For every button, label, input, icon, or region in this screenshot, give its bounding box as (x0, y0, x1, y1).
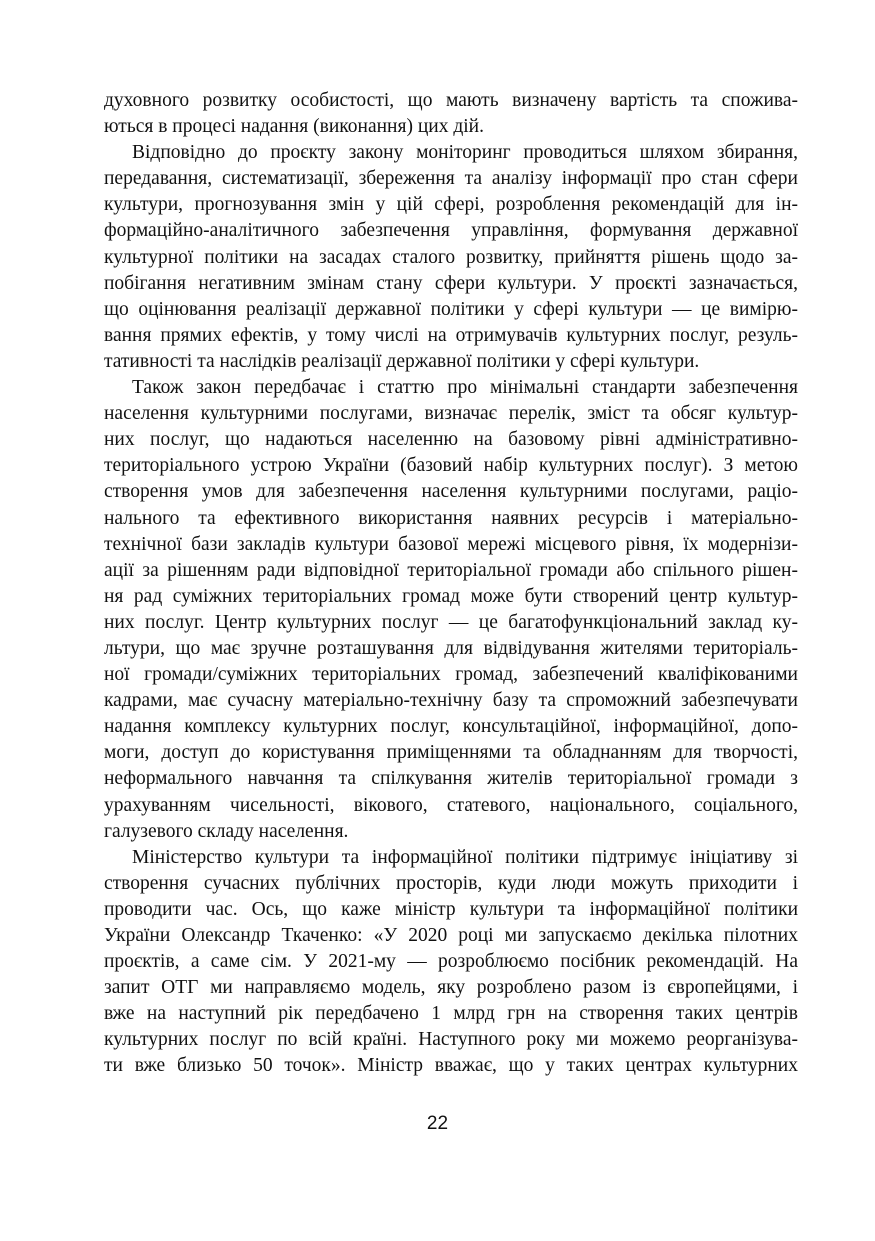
text-line: технічної бази закладів культури базової мережі місцевого рівня, їх модернізи- (104, 533, 798, 555)
text-line: ти вже близько 50 точок». Міністр вважає, що у таких центрах культурних (104, 1055, 798, 1077)
text-line: проєктів, а саме сім. У 2021-му — розроблюємо посібник рекомендацій. На (104, 951, 798, 973)
paragraph (104, 88, 798, 140)
text-line: населення культурними послугами, визначає перелік, зміст та обсяг культур- (104, 403, 798, 425)
text-line: Також закон передбачає і статтю про мінімальні стандарти забезпечення (132, 377, 798, 399)
text-line: територіального устрою України (базовий набір культурних послуг). З метою (104, 455, 798, 477)
text-line: передавання, систематизації, збереження та аналізу інформації про стан сфери (104, 168, 798, 190)
text-line: ної громади/суміжних територіальних громад, забезпечений кваліфікованими (104, 664, 798, 686)
text-line: вже на наступний рік передбачено 1 млрд грн на створення таких центрів (104, 1003, 798, 1025)
text-line: культурних послуг по всій країні. Наступного року ми можемо реорганізува- (104, 1029, 798, 1051)
text-line: запит ОТГ ми направляємо модель, яку розроблено разом із європейцями, і (104, 977, 798, 999)
text-line: них послуг. Центр культурних послуг — це багатофункціональний заклад ку- (104, 611, 798, 633)
text-line: ня рад суміжних територіальних громад може бути створений центр культур- (104, 585, 798, 607)
text-line: тативності та наслідків реалізації державної політики у сфері культури. (104, 350, 700, 372)
text-line: культури, прогнозування змін у цій сфері, розроблення рекомендацій для ін- (104, 194, 798, 216)
text-line: вання прямих ефектів, у тому числі на отримувачів культурних послуг, резуль- (104, 324, 798, 346)
text-line: надання комплексу культурних послуг, консультаційної, інформаційної, допо- (104, 716, 798, 738)
text-line: побігання негативним змінам стану сфери культури. У проєкті зазначається, (104, 272, 798, 294)
text-line: ації за рішенням ради відповідної територіальної громади або спільного рішен- (104, 559, 798, 581)
text-line: України Олександр Ткаченко: «У 2020 році ми запускаємо декілька пілотних (104, 925, 798, 946)
text-line: створення сучасних публічних просторів, куди люди можуть приходити і (104, 872, 798, 894)
text-line: культурної політики на засадах сталого розвитку, прийняття рішень щодо за- (104, 246, 798, 268)
paragraph (104, 375, 798, 845)
text-line: що оцінювання реалізації державної політики у сфері культури — це вимірю- (104, 298, 798, 320)
text-line: льтури, що має зручне розташування для відвідування жителями територіаль- (104, 637, 798, 659)
text-line: неформального навчання та спілкування жителів територіальної громади з (104, 768, 798, 790)
text-line: урахуванням чисельності, вікового, статевого, національного, соціального, (104, 794, 798, 816)
text-line: нального та ефективного використання наявних ресурсів і матеріально- (104, 507, 798, 529)
text-line: створення умов для забезпечення населення культурними послугами, раціо- (104, 481, 798, 503)
paragraph (104, 845, 798, 1080)
text-line: ються в процесі надання (виконання) цих дій. (104, 116, 484, 138)
paragraph (104, 140, 798, 375)
page-number: 22 (426, 1113, 449, 1134)
text-line: формаційно-аналітичного забезпечення управління, формування державної (104, 220, 798, 242)
text-line: галузевого складу населення. (104, 820, 349, 842)
text-line: них послуг, що надаються населенню на базовому рівні адміністративно- (104, 429, 798, 451)
text-line: Відповідно до проєкту закону моніторинг проводиться шляхом збирання, (132, 142, 798, 164)
text-line: моги, доступ до користування приміщеннями та обладнанням для творчості, (104, 742, 798, 764)
document-body (104, 88, 798, 1080)
text-line: духовного розвитку особистості, що мають визначену вартість та спожива- (104, 90, 798, 111)
text-line: Міністерство культури та інформаційної політики підтримує ініціативу зі (132, 846, 798, 868)
text-line: кадрами, має сучасну матеріально-технічну базу та спроможний забезпечувати (104, 690, 798, 712)
text-line: проводити час. Ось, що каже міністр культури та інформаційної політики (104, 898, 798, 920)
